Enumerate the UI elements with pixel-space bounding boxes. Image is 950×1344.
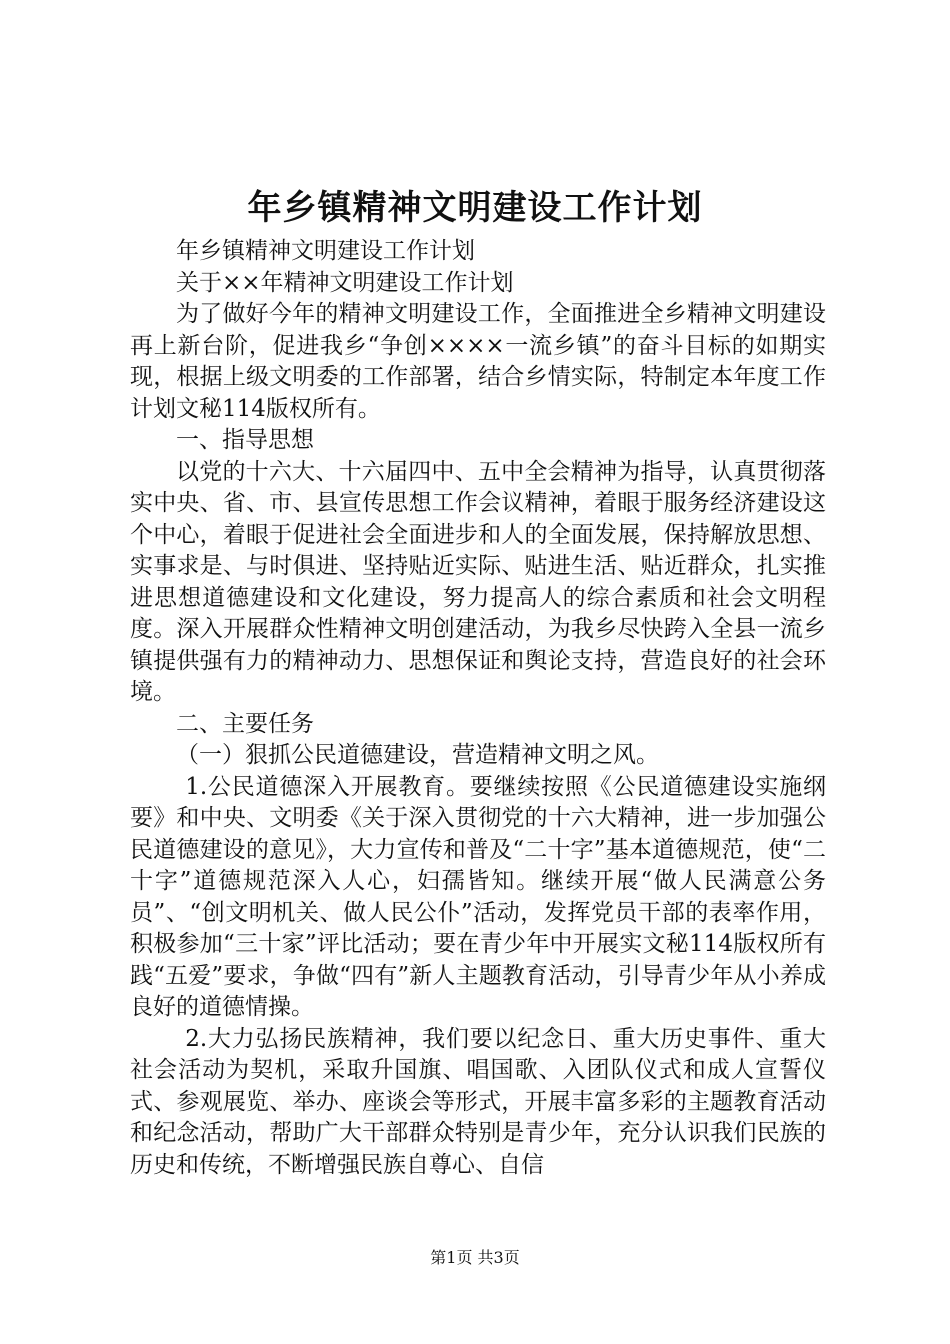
paragraph-intro: 为了做好今年的精神文明建设工作，全面推进全乡精神文明建设再上新台阶，促进我乡“争创××××一流乡镇”的奋斗目标的如期实现，根据上级文明委的工作部署，结合乡情实际，特制定本年度工作计划文秘114版权所有。 <box>130 301 826 422</box>
paragraph-heading-repeat: 年乡镇精神文明建设工作计划 <box>176 238 475 264</box>
paragraph-guiding-thought: 以党的十六大、十六届四中、五中全会精神为指导，认真贯彻落实中央、省、市、县宣传思想工作会议精神，着眼于服务经济建设这个中心，着眼于促进社会全面进步和人的全面发展，保持解放思想、实事求是、与时俱进、坚持贴近实际、贴进生活、贴近群众，扎实推进思想道德建设和文化建设，努力提高人的综合素质和社会文明程度。深入开展群众性精神文明创建活动，为我乡尽快跨入全县一流乡镇提供强有力的精神动力、思想保证和舆论支持，营造良好的社会环境。 <box>130 458 826 705</box>
section-heading-main-tasks: 二、主要任务 <box>176 710 314 737</box>
subsection-heading-1: （一）狠抓公民道德建设，营造精神文明之风。 <box>176 742 659 768</box>
paragraph-item-1: 1.公民道德深入开展教育。要继续按照《公民道德建设实施纲要》和中央、文明委《关于深入贯彻党的十六大精神，进一步加强公民道德建设的意见》，大力宣传和普及“二十字”基本道德规范，使“二十字”道德规范深入人心，妇孺皆知。继续开展“做人民满意公务员”、“创文明机关、做人民公仆”活动，发挥党员干部的表率作用，积极参加“三十家”评比活动；要在青少年中开展实文秘114版权所有践“五爱”要求，争做“四有”新人主题教育活动，引导青少年从小养成良好的道德情操。 <box>130 773 826 1020</box>
document-title: 年乡镇精神文明建设工作计划 <box>247 188 703 228</box>
section-heading-guiding-thought: 一、指导思想 <box>176 427 314 453</box>
document-body <box>130 236 826 1181</box>
page-footer: 第1页 共3页 <box>430 1248 520 1267</box>
paragraph-item-2: 2.大力弘扬民族精神，我们要以纪念日、重大历史事件、重大社会活动为契机，采取升国旗、唱国歌、入团队仪式和成人宣誓仪式、参观展览、举办、座谈会等形式，开展丰富多彩的主题教育活动和纪念活动，帮助广大干部群众特别是青少年，充分认识我们民族的历史和传统，不断增强民族自尊心、自信 <box>130 1025 826 1178</box>
paragraph-subtitle: 关于××年精神文明建设工作计划 <box>176 269 514 296</box>
